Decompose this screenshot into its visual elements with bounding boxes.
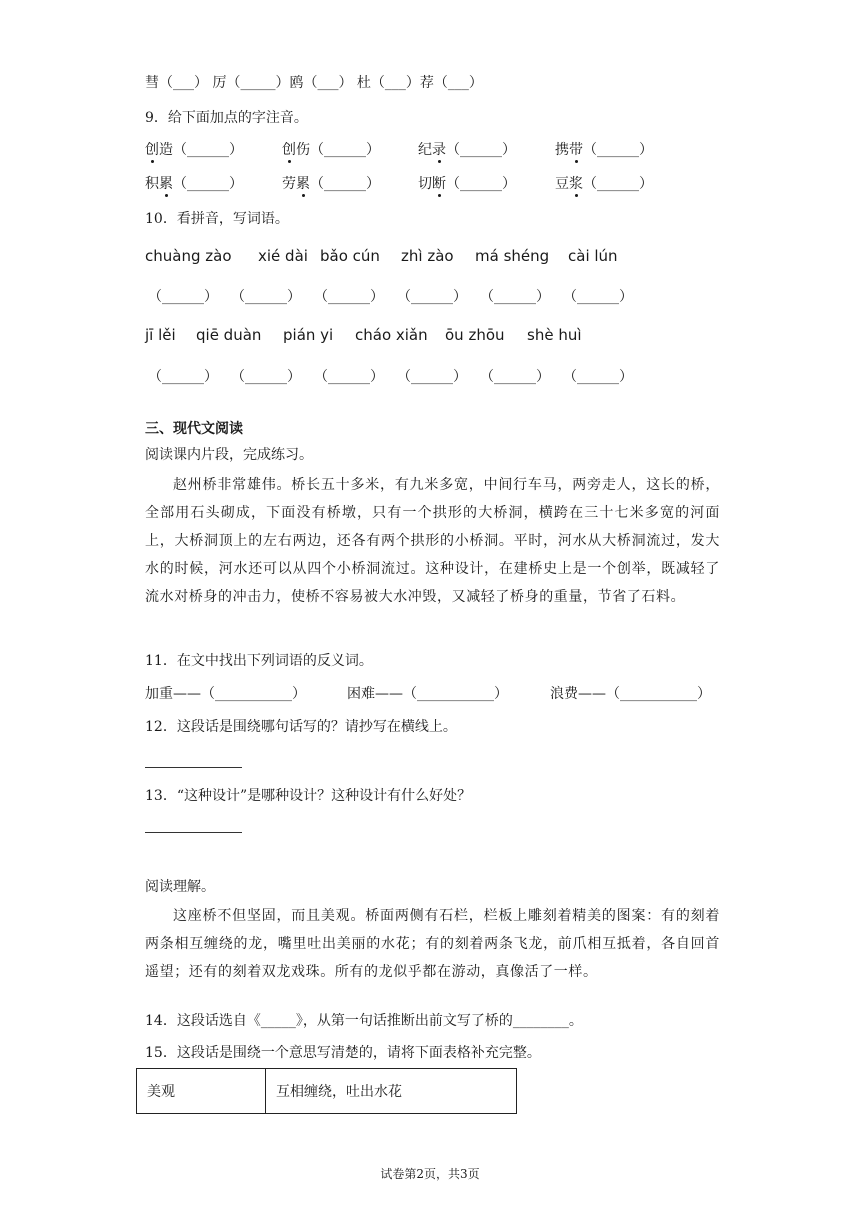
- q9-item-rest: 伤（______）: [296, 142, 380, 158]
- q9-item-pre: 纪: [418, 142, 432, 158]
- pinyin-item: bǎo cún: [320, 247, 380, 265]
- answer-table: [136, 1068, 517, 1114]
- answer-blank[interactable]: （______）: [397, 289, 467, 305]
- q9-item-8: [555, 173, 653, 193]
- pinyin-item: jī lěi: [145, 326, 176, 344]
- q9-item-4: [555, 139, 653, 159]
- answer-line[interactable]: [145, 767, 242, 768]
- answer-blank[interactable]: （______）: [148, 369, 218, 385]
- answer-blank[interactable]: （______）: [231, 289, 301, 305]
- reading-passage-2: 这座桥不但坚固，而且美观。桥面两侧有石栏，栏板上雕刻着精美的图案：有的刻着两条相互缠绕的龙，嘴里吐出美丽的水花；有的刻着两条飞龙，前爪相互抵着，各自回首遥望；还有的刻着双龙戏珠。所有的龙似乎都在游动，真像活了一样。: [145, 908, 720, 980]
- pinyin-item: cài lún: [568, 247, 618, 265]
- q11-item[interactable]: 浪费——（___________）: [550, 686, 711, 702]
- pinyin-item: cháo xiǎn: [355, 326, 428, 344]
- reading-intro: 阅读课内片段，完成练习。: [145, 447, 313, 463]
- pinyin-item: má shéng: [475, 247, 550, 265]
- q8-line: 彗（___） 厉（_____）鸥（___） 杜（___）荐（___）: [145, 75, 483, 91]
- q9-item-pre: 积: [145, 176, 159, 192]
- q15-title: 15．这段话是围绕一个意思写清楚的，请将下面表格补充完整。: [145, 1045, 541, 1061]
- q9-item-1: [145, 139, 243, 159]
- answer-blank[interactable]: （______）: [563, 369, 633, 385]
- q10-title: 10．看拼音，写词语。: [145, 211, 289, 227]
- reading-passage-1: 赵州桥非常雄伟。桥长五十多米，有九米多宽，中间行车马，两旁走人，这长的桥，全部用石头砌成，下面没有桥墩，只有一个拱形的大桥洞，横跨在三十七米多宽的河面上，大桥洞顶上的左右两边，还各有两个拱形的小桥洞。平时，河水从大桥洞流过，发大水的时候，河水还可以从四个小桥洞流过。这种设计，在建桥史上是一个创举，既减轻了流水对桥身的冲击力，使桥不容易被大水冲毁，又减轻了桥身的重量，节省了石料。: [145, 477, 720, 605]
- answer-blank[interactable]: （______）: [563, 289, 633, 305]
- table-cell-detail: 互相缠绕，吐出水花: [266, 1069, 517, 1114]
- answer-blank[interactable]: （______）: [314, 289, 384, 305]
- q11-item[interactable]: 加重——（___________）: [145, 686, 306, 702]
- q9-item-pre: 劳: [282, 176, 296, 192]
- answer-line[interactable]: [145, 832, 242, 833]
- q9-item-pre: 豆: [555, 176, 569, 192]
- answer-blank[interactable]: （______）: [397, 369, 467, 385]
- answer-blank[interactable]: （______）: [480, 289, 550, 305]
- q9-item-7: [418, 173, 516, 193]
- q9-title: 9．给下面加点的字注音。: [145, 110, 308, 126]
- q9-item-rest: （______）: [173, 176, 243, 192]
- q11-title: 11．在文中找出下列词语的反义词。: [145, 653, 373, 669]
- q9-item-3: [418, 139, 516, 159]
- q9-item-rest: （______）: [446, 142, 516, 158]
- q9-item-pre: 切: [418, 176, 432, 192]
- pinyin-item: zhì zào: [401, 247, 454, 265]
- q9-item-5: [145, 173, 243, 193]
- answer-blank[interactable]: （______）: [480, 369, 550, 385]
- dotted-char: 创: [145, 139, 159, 159]
- dotted-char: 累: [296, 173, 310, 193]
- q9-item-rest: 造（______）: [159, 142, 243, 158]
- q11-item[interactable]: 困难——（___________）: [347, 686, 508, 702]
- q14-title: 14．这段话选自《_____》，从第一句话推断出前文写了桥的________。: [145, 1013, 583, 1029]
- q9-item-rest: （______）: [583, 176, 653, 192]
- q9-item-pre: 携: [555, 142, 569, 158]
- q9-item-6: [282, 173, 380, 193]
- table-row: [137, 1069, 517, 1114]
- page-footer: 试卷第2页，共3页: [380, 1167, 480, 1181]
- pinyin-item: qiē duàn: [196, 326, 262, 344]
- pinyin-item: shè huì: [527, 326, 582, 344]
- q9-item-rest: （______）: [446, 176, 516, 192]
- q12-title: 12．这段话是围绕哪句话写的？请抄写在横线上。: [145, 719, 457, 735]
- q9-item-2: [282, 139, 380, 159]
- pinyin-item: xié dài: [258, 247, 308, 265]
- pinyin-item: chuàng zào: [145, 247, 232, 265]
- section-heading: 三、现代文阅读: [145, 421, 243, 437]
- pinyin-item: pián yi: [283, 326, 334, 344]
- reading-intro-2: 阅读理解。: [145, 879, 215, 895]
- q9-item-rest: （______）: [310, 176, 380, 192]
- answer-blank[interactable]: （______）: [314, 369, 384, 385]
- q9-item-rest: （______）: [583, 142, 653, 158]
- answer-blank[interactable]: （______）: [231, 369, 301, 385]
- dotted-char: 带: [569, 139, 583, 159]
- table-cell-category: 美观: [137, 1069, 266, 1114]
- dotted-char: 创: [282, 139, 296, 159]
- pinyin-item: ōu zhōu: [445, 326, 505, 344]
- dotted-char: 累: [159, 173, 173, 193]
- dotted-char: 录: [432, 139, 446, 159]
- dotted-char: 断: [432, 173, 446, 193]
- answer-blank[interactable]: （______）: [148, 289, 218, 305]
- dotted-char: 浆: [569, 173, 583, 193]
- q13-title: 13．“这种设计”是哪种设计？这种设计有什么好处？: [145, 788, 472, 804]
